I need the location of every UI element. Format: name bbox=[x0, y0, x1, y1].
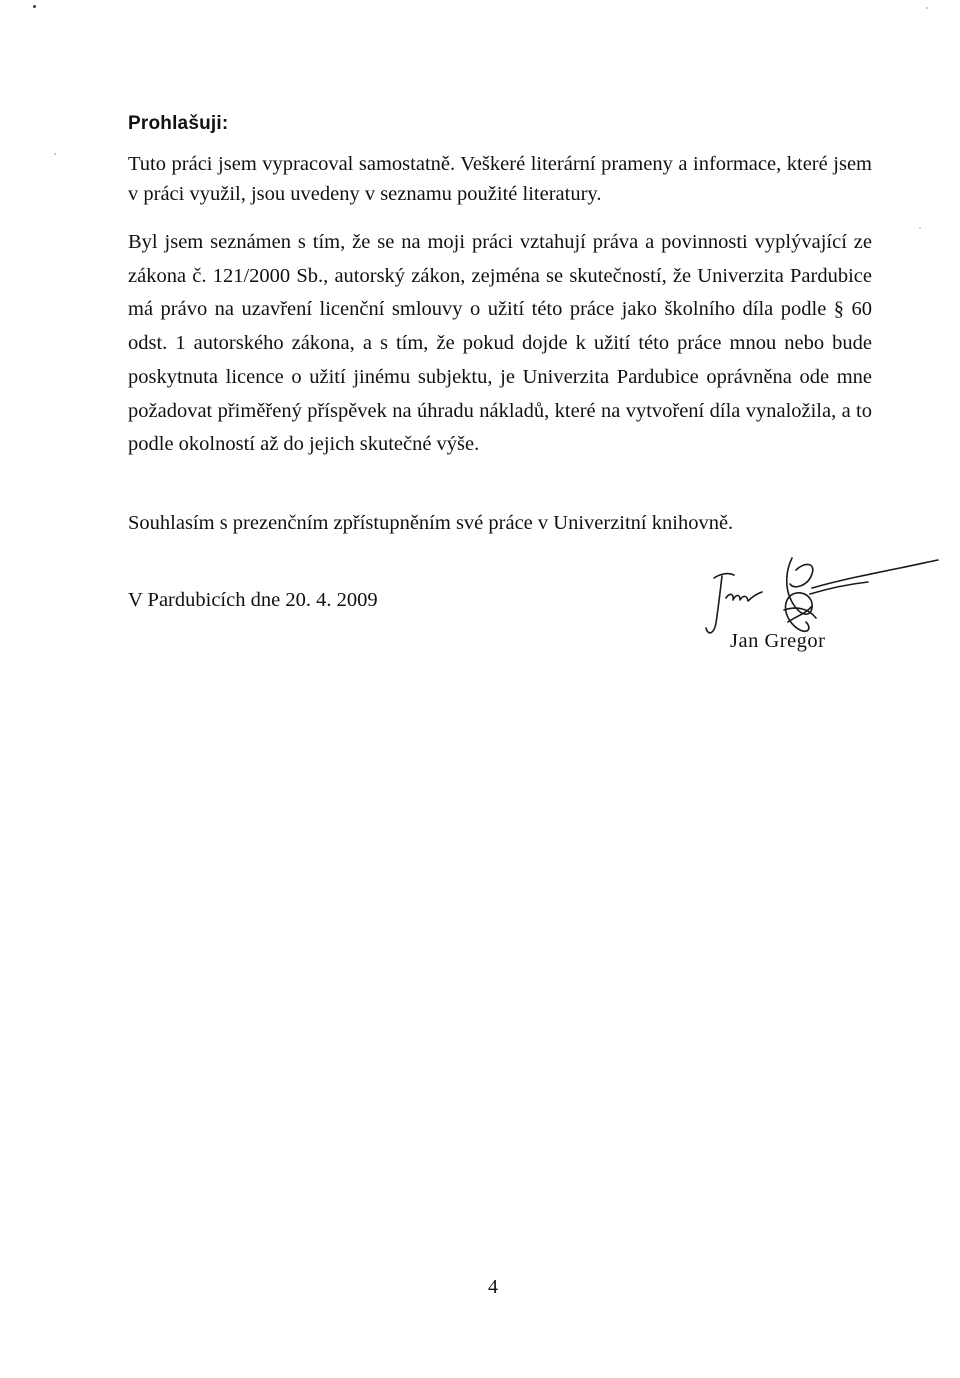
paragraph-line: podle okolností až do jejich skutečné výše. bbox=[128, 433, 480, 456]
paragraph-line: Souhlasím s prezenčním zpřístupněním své práce v Univerzitní knihovně. bbox=[128, 512, 734, 534]
scan-speck bbox=[926, 7, 928, 9]
paragraph-line: poskytnuta licence o užití jinému subjektu, je Univerzita Pardubice oprávněna ode mne bbox=[128, 365, 872, 388]
paragraph-library-consent bbox=[128, 508, 872, 538]
scan-speck bbox=[33, 5, 36, 8]
signature-printed-name: Jan Gregor bbox=[730, 630, 826, 652]
page-number: 4 bbox=[488, 1276, 498, 1298]
scan-speck bbox=[919, 227, 921, 229]
paragraph-line: odst. 1 autorského zákona, a s tím, že pokud dojde k užití této práce mnou nebo bude bbox=[128, 332, 872, 355]
paragraph-line: Byl jsem seznámen s tím, že se na moji práci vztahují práva a povinnosti vyplývající ze bbox=[128, 231, 872, 253]
paragraph-line: Tuto práci jsem vypracoval samostatně. Veškeré literární prameny a informace, které jsem bbox=[128, 153, 872, 175]
scan-speck bbox=[54, 153, 56, 155]
paragraph-line: v práci využil, jsou uvedeny v seznamu použité literatury. bbox=[128, 183, 602, 205]
paragraph-line: požadovat přiměřený příspěvek na úhradu nákladů, které na vytvoření díla vynaložila, a to bbox=[128, 399, 872, 422]
paragraph-copyright bbox=[128, 226, 872, 462]
paragraph-line: má právo na uzavření licenční smlouvy o užití této práce jako školního díla podle § 60 bbox=[128, 298, 872, 321]
place-and-date: V Pardubicích dne 20. 4. 2009 bbox=[128, 589, 378, 611]
paragraph-authorship bbox=[128, 149, 872, 209]
declaration-heading: Prohlašuji: bbox=[128, 113, 229, 134]
paragraph-line: zákona č. 121/2000 Sb., autorský zákon, zejména se skutečností, že Univerzita Pardubice bbox=[128, 264, 872, 287]
